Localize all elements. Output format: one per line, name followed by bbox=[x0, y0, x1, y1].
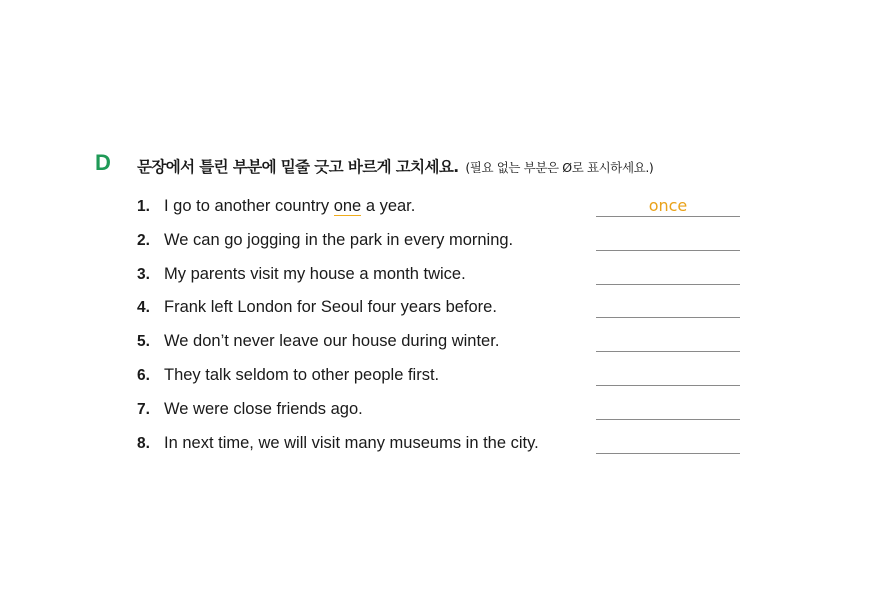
item-number: 5. bbox=[137, 333, 150, 351]
answer-blank[interactable] bbox=[596, 317, 740, 318]
underlined-error: one bbox=[333, 197, 362, 215]
exercise-item bbox=[137, 331, 747, 365]
instruction-note: (필요 없는 부분은 Ø로 표시하세요.) bbox=[465, 160, 654, 175]
item-number: 8. bbox=[137, 434, 150, 452]
answer-blank[interactable] bbox=[596, 385, 740, 386]
item-number: 7. bbox=[137, 400, 150, 418]
item-sentence: My parents visit my house a month twice. bbox=[164, 264, 466, 283]
item-sentence: In next time, we will visit many museums in the city. bbox=[164, 433, 539, 452]
item-number: 2. bbox=[137, 231, 150, 249]
answer-blank[interactable] bbox=[596, 284, 740, 285]
exercise-item bbox=[137, 264, 747, 298]
item-sentence: They talk seldom to other people first. bbox=[164, 365, 440, 384]
instruction-text: 문장에서 틀린 부분에 밑줄 긋고 바르게 고치세요. bbox=[137, 158, 459, 176]
item-number: 4. bbox=[137, 299, 150, 317]
item-number: 6. bbox=[137, 366, 150, 384]
item-sentence bbox=[164, 197, 415, 216]
section-letter: D bbox=[95, 150, 111, 175]
answer-text: once bbox=[648, 196, 688, 215]
exercise-item bbox=[137, 297, 747, 331]
sentence-before: I go to another country bbox=[164, 197, 334, 215]
item-number: 3. bbox=[137, 265, 150, 283]
item-sentence: Frank left London for Seoul four years before. bbox=[164, 298, 497, 317]
answer-blank[interactable] bbox=[596, 419, 740, 420]
item-sentence: We don’t never leave our house during winter. bbox=[164, 332, 500, 351]
exercise-item bbox=[137, 196, 747, 230]
answer-blank[interactable] bbox=[596, 453, 740, 454]
sentence-after: a year. bbox=[361, 197, 416, 215]
item-sentence: We were close friends ago. bbox=[164, 399, 363, 418]
item-sentence: We can go jogging in the park in every morning. bbox=[164, 230, 514, 249]
exercise-list bbox=[137, 196, 747, 466]
answer-blank[interactable] bbox=[596, 250, 740, 251]
exercise-item bbox=[137, 230, 747, 264]
item-number: 1. bbox=[137, 198, 150, 215]
answer-blank[interactable] bbox=[596, 196, 740, 217]
instruction bbox=[137, 155, 653, 177]
answer-blank[interactable] bbox=[596, 351, 740, 352]
exercise-item bbox=[137, 399, 747, 433]
exercise-item bbox=[137, 433, 747, 467]
exercise-item bbox=[137, 365, 747, 399]
